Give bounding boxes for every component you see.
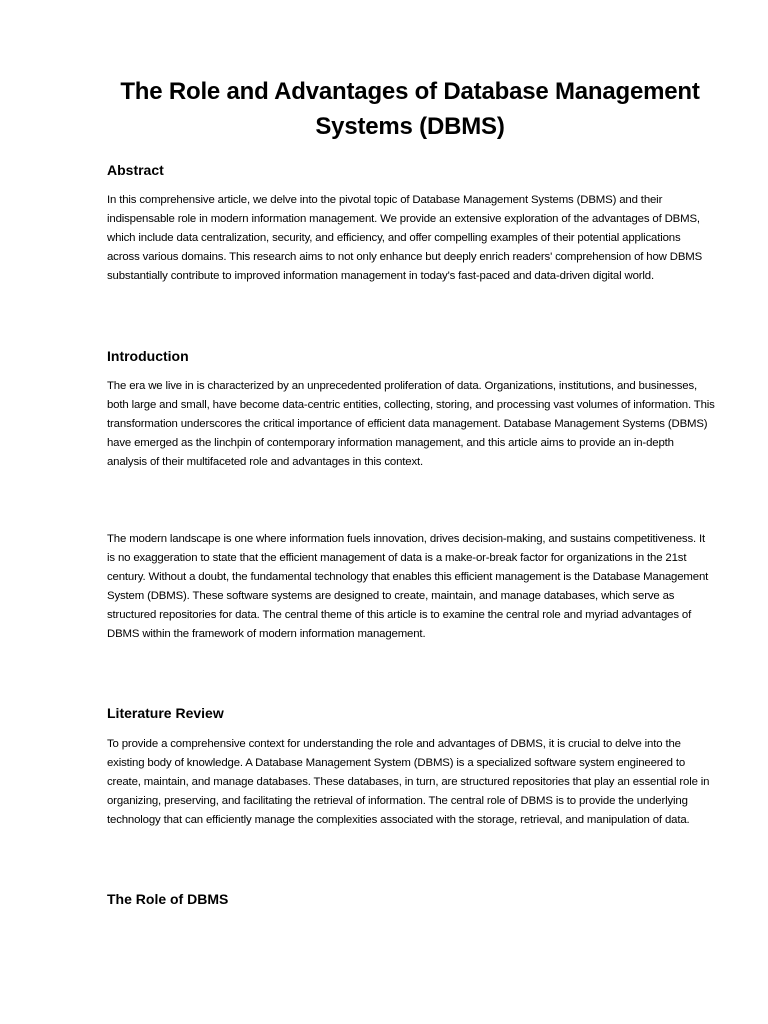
literature-review-paragraph: To provide a comprehensive context for understanding the role and advantages of DBMS, it is crucial to delve into the existing body of knowledge. A Database Management System (DBMS) is a specialized software system engineered to create, maintain, and manage databases. These databases, in turn, are structured repositories that play an essential role in organizing, preserving, and facilitating the retrieval of information. The central role of DBMS is to provide the underlying technology that can efficiently manage the complexities associated with the storage, retrieval, and manipulation of data. bbox=[107, 738, 710, 826]
section-heading-abstract: Abstract bbox=[107, 162, 164, 178]
section-heading-role-of-dbms: The Role of DBMS bbox=[107, 891, 229, 907]
introduction-paragraph-2: The modern landscape is one where information fuels innovation, drives decision-making, and sustains competitiveness. It is no exaggeration to state that the efficient management of data is a make-or-break factor for organizations in the 21st century. Without a doubt, the fundamental technology that enables this efficient management is the Database Management System (DBMS). These software systems are designed to create, maintain, and manage databases, which serve as structured repositories for data. The central theme of this article is to examine the central role and myriad advantages of DBMS within the framework of modern information management. bbox=[107, 533, 709, 640]
introduction-paragraph-1: The era we live in is characterized by an unprecedented proliferation of data. Organizations, institutions, and businesses, both large and small, have become data-centric entities, collecting, storing, and processing vast volumes of information. This transformation underscores the critical importance of efficient data management. Database Management Systems (DBMS) have emerged as the linchpin of contemporary information management, and this article aims to provide an in-depth analysis of their multifaceted role and advantages in this context. bbox=[107, 380, 715, 468]
document-title: The Role and Advantages of Database Management Systems (DBMS) bbox=[120, 78, 700, 140]
section-heading-literature-review: Literature Review bbox=[107, 705, 224, 721]
abstract-paragraph: In this comprehensive article, we delve into the pivotal topic of Database Management Systems (DBMS) and their indispensable role in modern information management. We provide an extensive exploration of the advantages of DBMS, which include data centralization, security, and efficiency, and offer compelling examples of their potential applications across various domains. This research aims to not only enhance but deeply enrich readers' comprehension of how DBMS substantially contribute to improved information management in today's fast-paced and data-driven digital world. bbox=[107, 194, 703, 282]
section-heading-introduction: Introduction bbox=[107, 348, 189, 364]
